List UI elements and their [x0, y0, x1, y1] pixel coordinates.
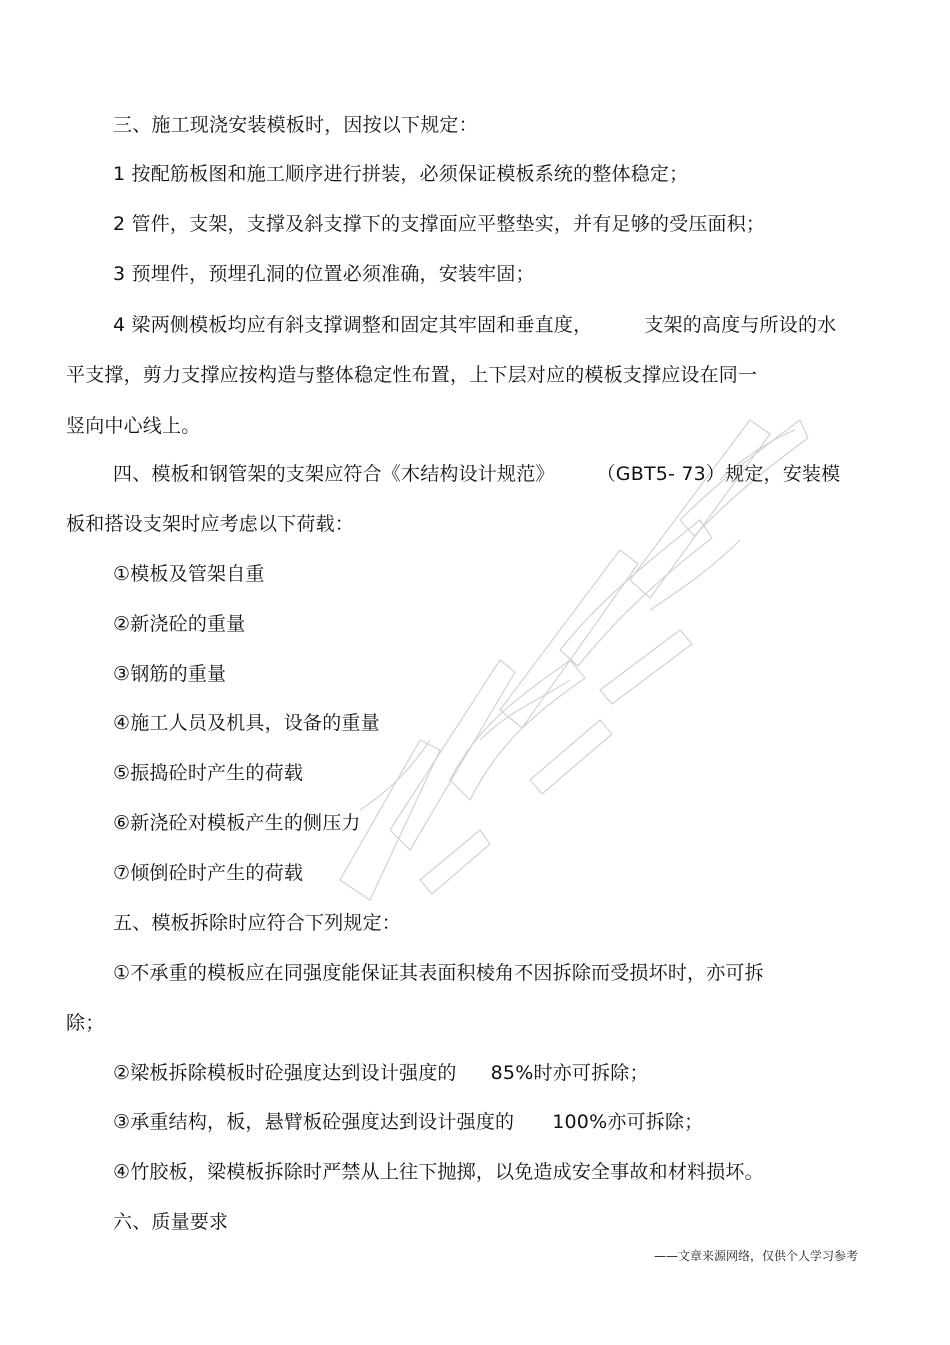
paragraph-line: 竖向中心线上。 [66, 415, 201, 437]
paragraph-line: 1 按配筋板图和施工顺序进行拼装，必须保证模板系统的整体稳定； [113, 163, 689, 185]
list-item: ③钢筋的重量 [113, 663, 227, 685]
text-segment: 支架的高度与所设的水 [644, 314, 837, 336]
watermark-graphic [300, 360, 820, 920]
source-footer: ——文章来源网络，仅供个人学习参考 [653, 1249, 858, 1263]
paragraph-line: 除； [66, 1012, 105, 1034]
paragraph-line: 3 预埋件，预埋孔洞的位置必须准确，安装牢固； [113, 263, 535, 285]
paragraph-line: 2 管件，支架，支撑及斜支撑下的支撑面应平整垫实，并有足够的受压面积； [113, 213, 766, 235]
list-item: ⑤振捣砼时产生的荷载 [113, 762, 304, 784]
list-item: ②新浇砼的重量 [113, 613, 246, 635]
list-item [113, 1060, 649, 1086]
list-item: ①不承重的模板应在同强度能保证其表面积棱角不因拆除而受损坏时，亦可拆 [113, 962, 764, 984]
section-heading-4 [113, 461, 840, 487]
section-heading-6: 六、质量要求 [113, 1211, 229, 1233]
text-segment: 100%亦可拆除； [552, 1111, 704, 1133]
text-segment: 85%时亦可拆除； [490, 1062, 649, 1084]
list-item: ⑥新浇砼对模板产生的侧压力 [113, 812, 361, 834]
text-segment: ③承重结构，板，悬臂板砼强度达到设计强度的 [113, 1111, 515, 1133]
text-segment: 4 梁两侧模板均应有斜支撑调整和固定其牢固和垂直度， [113, 314, 593, 336]
list-item: ④施工人员及机具，设备的重量 [113, 712, 380, 734]
section-heading-3: 三、施工现浇安装模板时，因按以下规定： [113, 114, 478, 136]
paragraph-line: 板和搭设支架时应考虑以下荷载： [66, 513, 355, 535]
paragraph-line [113, 312, 836, 338]
text-segment: ②梁板拆除模板时砼强度达到设计强度的 [113, 1062, 457, 1084]
text-segment: （GBT5- 73）规定，安装模 [596, 463, 841, 485]
list-item: ①模板及管架自重 [113, 563, 265, 585]
section-heading-5: 五、模板拆除时应符合下列规定： [113, 912, 402, 934]
paragraph-line: 平支撑，剪力支撑应按构造与整体稳定性布置，上下层对应的模板支撑应设在同一 [66, 364, 758, 386]
list-item: ⑦倾倒砼时产生的荷载 [113, 862, 304, 884]
list-item [113, 1109, 703, 1135]
list-item: ④竹胶板，梁模板拆除时严禁从上往下抛掷，以免造成安全事故和材料损坏。 [113, 1161, 764, 1183]
text-segment: 四、模板和钢管架的支架应符合《木结构设计规范》 [113, 463, 555, 485]
